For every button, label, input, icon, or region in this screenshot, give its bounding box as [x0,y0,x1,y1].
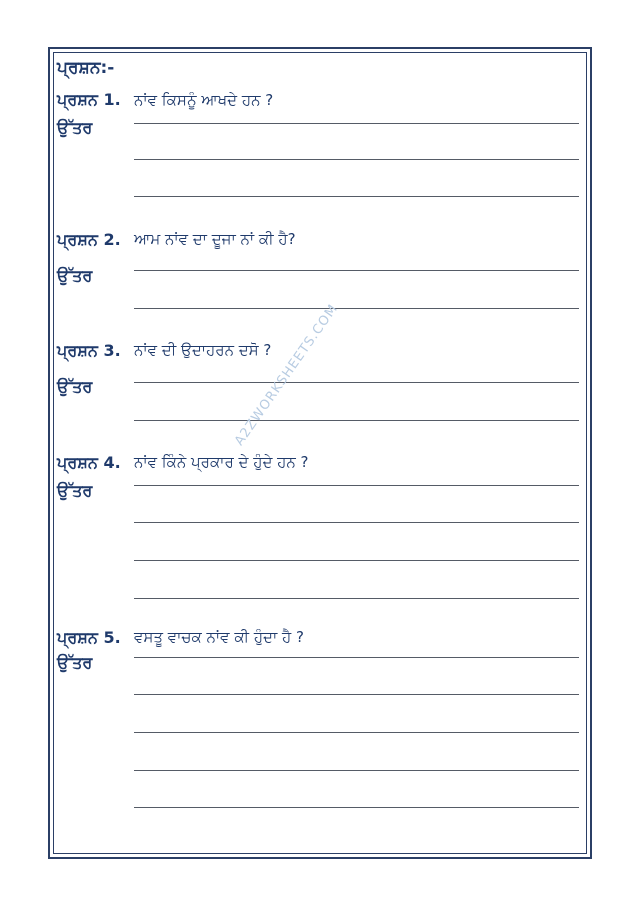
watermark-text: A2ZWORKSHEETS.COM [232,301,342,449]
answer-4-line-2[interactable] [134,522,579,523]
question-5-text: ਵਸਤੂ ਵਾਚਕ ਨਾਂਵ ਕੀ ਹੁੰਦਾ ਹੈ ? [134,628,304,646]
question-3-text: ਨਾਂਵ ਦੀ ਉਦਾਹਰਨ ਦਸੋ ? [134,341,272,359]
answer-5-label: ਉੱਤਰ [57,653,93,672]
question-2-label: ਪ੍ਰਸ਼ਨ 2. [57,230,121,249]
answer-1-label: ਉੱਤਰ [57,118,93,137]
question-5-label: ਪ੍ਰਸ਼ਨ 5. [57,628,121,647]
question-2-text: ਆਮ ਨਾਂਵ ਦਾ ਦੂਜਾ ਨਾਂ ਕੀ ਹੈ? [134,230,296,248]
answer-5-line-4[interactable] [134,770,579,771]
answer-2-label: ਉੱਤਰ [57,266,93,285]
answer-5-line-5[interactable] [134,807,579,808]
worksheet-heading: ਪ੍ਰਸ਼ਨ:- [57,58,115,78]
answer-4-line-1[interactable] [134,485,579,486]
question-4-label: ਪ੍ਰਸ਼ਨ 4. [57,453,121,472]
answer-3-line-1[interactable] [134,382,579,383]
answer-2-line-1[interactable] [134,270,579,271]
answer-5-line-1[interactable] [134,657,579,658]
answer-3-label: ਉੱਤਰ [57,377,93,396]
answer-2-line-2[interactable] [134,308,579,309]
answer-4-label: ਉੱਤਰ [57,481,93,500]
answer-4-line-3[interactable] [134,560,579,561]
question-4-text: ਨਾਂਵ ਕਿੰਨੇ ਪ੍ਰਕਾਰ ਦੇ ਹੁੰਦੇ ਹਨ ? [134,453,309,471]
answer-1-line-3[interactable] [134,196,579,197]
question-1-text: ਨਾਂਵ ਕਿਸਨੂੰ ਆਖਦੇ ਹਨ ? [134,91,274,109]
answer-4-line-4[interactable] [134,598,579,599]
answer-3-line-2[interactable] [134,420,579,421]
question-3-label: ਪ੍ਰਸ਼ਨ 3. [57,341,121,360]
answer-1-line-1[interactable] [134,123,579,124]
answer-5-line-3[interactable] [134,732,579,733]
question-1-label: ਪ੍ਰਸ਼ਨ 1. [57,90,121,109]
answer-1-line-2[interactable] [134,159,579,160]
answer-5-line-2[interactable] [134,694,579,695]
